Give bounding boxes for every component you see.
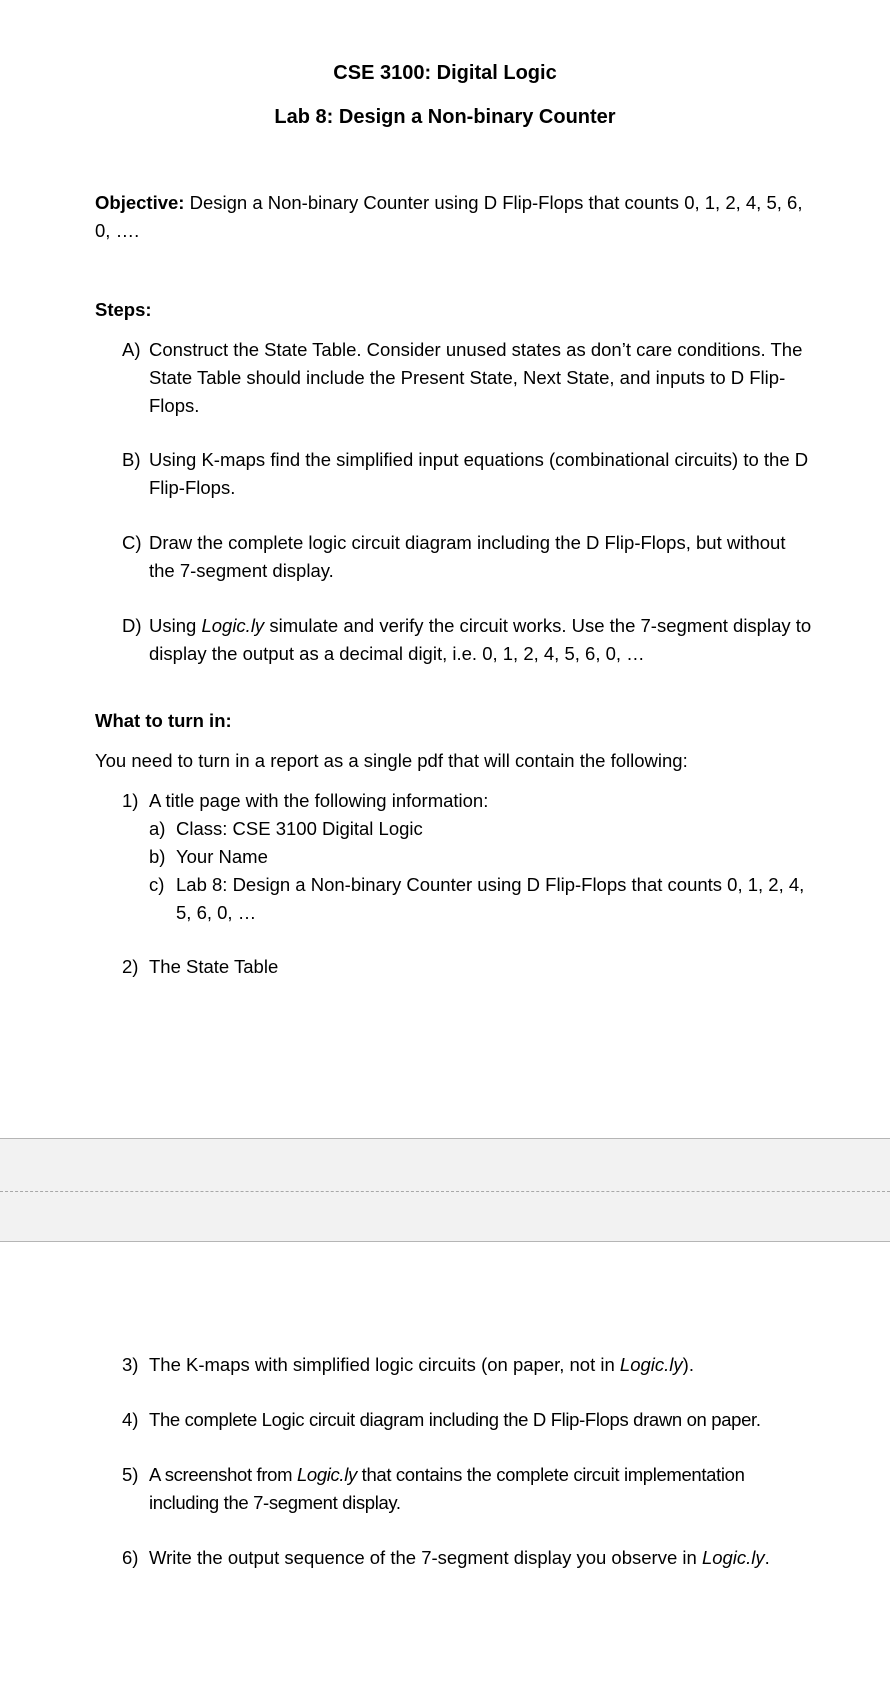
item-text: A screenshot from Logic.ly that contains the complete circuit implementation including the 7-segment display. bbox=[149, 1464, 745, 1513]
step-text: Draw the complete logic circuit diagram including the D Flip-Flops, but without the 7-segment display. bbox=[149, 532, 786, 581]
objective-label: Objective: bbox=[95, 192, 185, 213]
step-marker: D) bbox=[122, 615, 142, 636]
logicly-name: Logic.ly bbox=[701, 1547, 765, 1568]
objective-paragraph bbox=[95, 189, 815, 245]
item-marker: 2) bbox=[122, 956, 139, 977]
subitem-marker: a) bbox=[149, 818, 166, 839]
objective-text: Design a Non-binary Counter using D Flip-Flops that counts 0, 1, 2, 4, 5, 6, 0, …. bbox=[95, 192, 803, 241]
step-marker: C) bbox=[122, 532, 142, 553]
turn-in-intro: You need to turn in a report as a single pdf that will contain the following: bbox=[95, 750, 688, 771]
steps-heading: Steps: bbox=[95, 299, 152, 320]
logicly-name: Logic.ly bbox=[201, 615, 265, 636]
step-marker: B) bbox=[122, 449, 141, 470]
subitem-text: Class: CSE 3100 Digital Logic bbox=[176, 818, 423, 839]
item-text: Write the output sequence of the 7-segment display you observe in Logic.ly. bbox=[149, 1547, 770, 1568]
step-text: Using K-maps find the simplified input equations (combinational circuits) to the D Flip-Flops. bbox=[149, 449, 809, 498]
step-marker: A) bbox=[122, 339, 141, 360]
logicly-name: Logic.ly bbox=[619, 1354, 683, 1375]
subitem-marker: b) bbox=[149, 846, 166, 867]
item-marker: 5) bbox=[122, 1464, 139, 1485]
item-marker: 3) bbox=[122, 1354, 139, 1375]
item-text: The complete Logic circuit diagram including the D Flip-Flops drawn on paper. bbox=[149, 1409, 761, 1430]
item-text: The K-maps with simplified logic circuits (on paper, not in Logic.ly). bbox=[149, 1354, 694, 1375]
item-marker: 4) bbox=[122, 1409, 139, 1430]
page-break-line bbox=[0, 1191, 890, 1192]
item-marker: 1) bbox=[122, 790, 139, 811]
subitem-text: Your Name bbox=[176, 846, 268, 867]
lab-title: Lab 8: Design a Non-binary Counter bbox=[274, 106, 616, 128]
step-text: Construct the State Table. Consider unused states as don’t care conditions. The State Table should include the Present State, Next State, and inputs to D Flip-Flops. bbox=[149, 339, 803, 416]
step-text: Using Logic.ly simulate and verify the circuit works. Use the 7-segment display to display the output as a decimal digit, i.e. 0, 1, 2, 4, 5, 6, 0, … bbox=[149, 615, 812, 664]
logicly-name: Logic.ly bbox=[296, 1464, 357, 1485]
turn-in-heading: What to turn in: bbox=[95, 710, 232, 731]
subitem-marker: c) bbox=[149, 874, 165, 895]
course-title: CSE 3100: Digital Logic bbox=[333, 62, 557, 84]
item-marker: 6) bbox=[122, 1547, 139, 1568]
item-text: A title page with the following information: bbox=[149, 790, 489, 811]
page-break bbox=[0, 1138, 890, 1242]
item-text: The State Table bbox=[149, 956, 279, 977]
subitem-text: Lab 8: Design a Non-binary Counter using D Flip-Flops that counts 0, 1, 2, 4, 5, 6, 0, … bbox=[176, 874, 805, 923]
